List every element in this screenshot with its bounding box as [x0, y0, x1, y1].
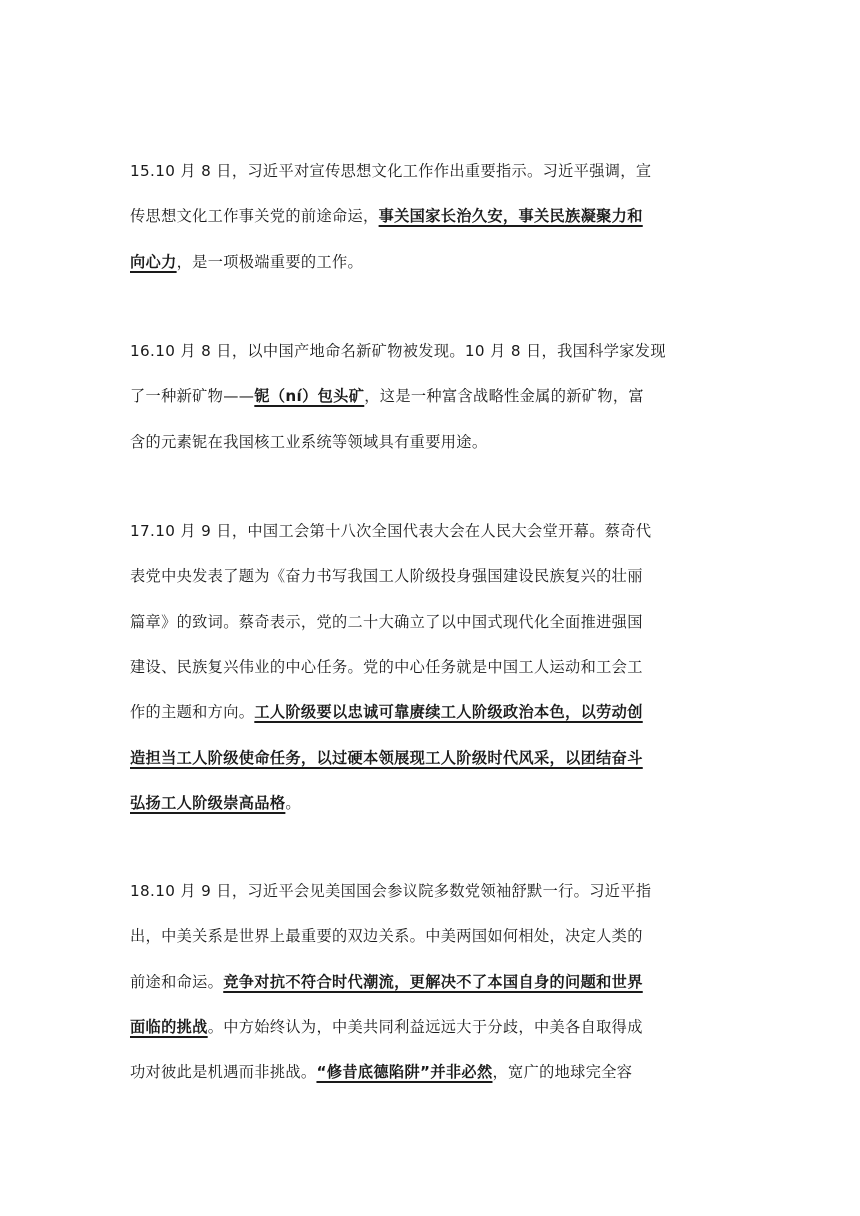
- text-line: [130, 1017, 643, 1037]
- body-text: 作的主题和方向。: [130, 703, 255, 722]
- highlighted-text: 工人阶级要以忠诚可靠赓续工人阶级政治本色，以劳动创: [254, 703, 643, 722]
- text-line: [130, 702, 643, 722]
- text-line: [130, 881, 651, 901]
- highlighted-text: 竞争对抗不符合时代潮流，更解决不了本国自身的问题和世界: [223, 972, 643, 991]
- body-text: 16.10 月 8 日，以中国产地命名新矿物被发现。10 月 8 日，我国科学家发现: [130, 342, 666, 360]
- text-line: [130, 926, 643, 946]
- body-text: 建设、民族复兴伟业的中心任务。党的中心任务就是中国工人运动和工会工: [130, 657, 643, 676]
- text-line: [130, 341, 666, 361]
- text-line: [130, 1062, 632, 1082]
- text-line: [130, 657, 643, 677]
- body-text: 出，中美关系是世界上最重要的双边关系。中美两国如何相处，决定人类的: [130, 927, 643, 946]
- highlighted-text: “修昔底德陷阱”并非必然: [316, 1063, 493, 1082]
- text-line: [130, 612, 643, 632]
- body-text: 了一种新矿物——: [130, 387, 255, 406]
- body-text: 传思想文化工作事关党的前途命运，: [130, 207, 379, 226]
- body-text: ，宽广的地球完全容: [492, 1063, 633, 1082]
- body-text: 15.10 月 8 日，习近平对宣传思想文化工作作出重要指示。习近平强调，宣: [130, 162, 652, 180]
- text-line: [130, 386, 644, 406]
- text-line: [130, 972, 643, 992]
- text-line: [130, 566, 643, 586]
- body-text: 表党中央发表了题为《奋力书写我国工人阶级投身强国建设民族复兴的壮丽: [130, 567, 643, 586]
- body-text: 。中方始终认为，中美共同利益远远大于分歧，中美各自取得成: [207, 1017, 643, 1036]
- body-text: 含的元素铌在我国核工业系统等领域具有重要用途。: [130, 432, 488, 451]
- text-line: [130, 748, 643, 768]
- text-line: [130, 432, 487, 452]
- body-text: 篇章》的致词。蔡奇表示，党的二十大确立了以中国式现代化全面推进强国: [130, 612, 643, 631]
- text-line: [130, 521, 651, 541]
- highlighted-text: 弘扬工人阶级崇高品格: [130, 793, 286, 812]
- body-text: 功对彼此是机遇而非挑战。: [130, 1063, 317, 1082]
- highlighted-text: 铌（ní）包头矿: [254, 387, 365, 406]
- text-line: [130, 206, 643, 226]
- body-text: 。: [285, 793, 301, 812]
- body-text: 18.10 月 9 日，习近平会见美国国会参议院多数党领袖舒默一行。习近平指: [130, 882, 652, 900]
- highlighted-text: 面临的挑战: [130, 1017, 208, 1036]
- text-line: [130, 252, 363, 272]
- highlighted-text: 造担当工人阶级使命任务，以过硬本领展现工人阶级时代风采，以团结奋斗: [130, 748, 643, 767]
- text-line: [130, 793, 301, 813]
- text-line: [130, 161, 651, 181]
- body-text: 前途和命运。: [130, 972, 224, 991]
- highlighted-text: 向心力: [130, 252, 177, 271]
- body-text: ，这是一种富含战略性金属的新矿物，富: [364, 387, 644, 406]
- body-text: ，是一项极端重要的工作。: [176, 252, 364, 271]
- highlighted-text: 事关国家长治久安，事关民族凝聚力和: [378, 207, 643, 226]
- body-text: 17.10 月 9 日，中国工会第十八次全国代表大会在人民大会堂开幕。蔡奇代: [130, 522, 652, 540]
